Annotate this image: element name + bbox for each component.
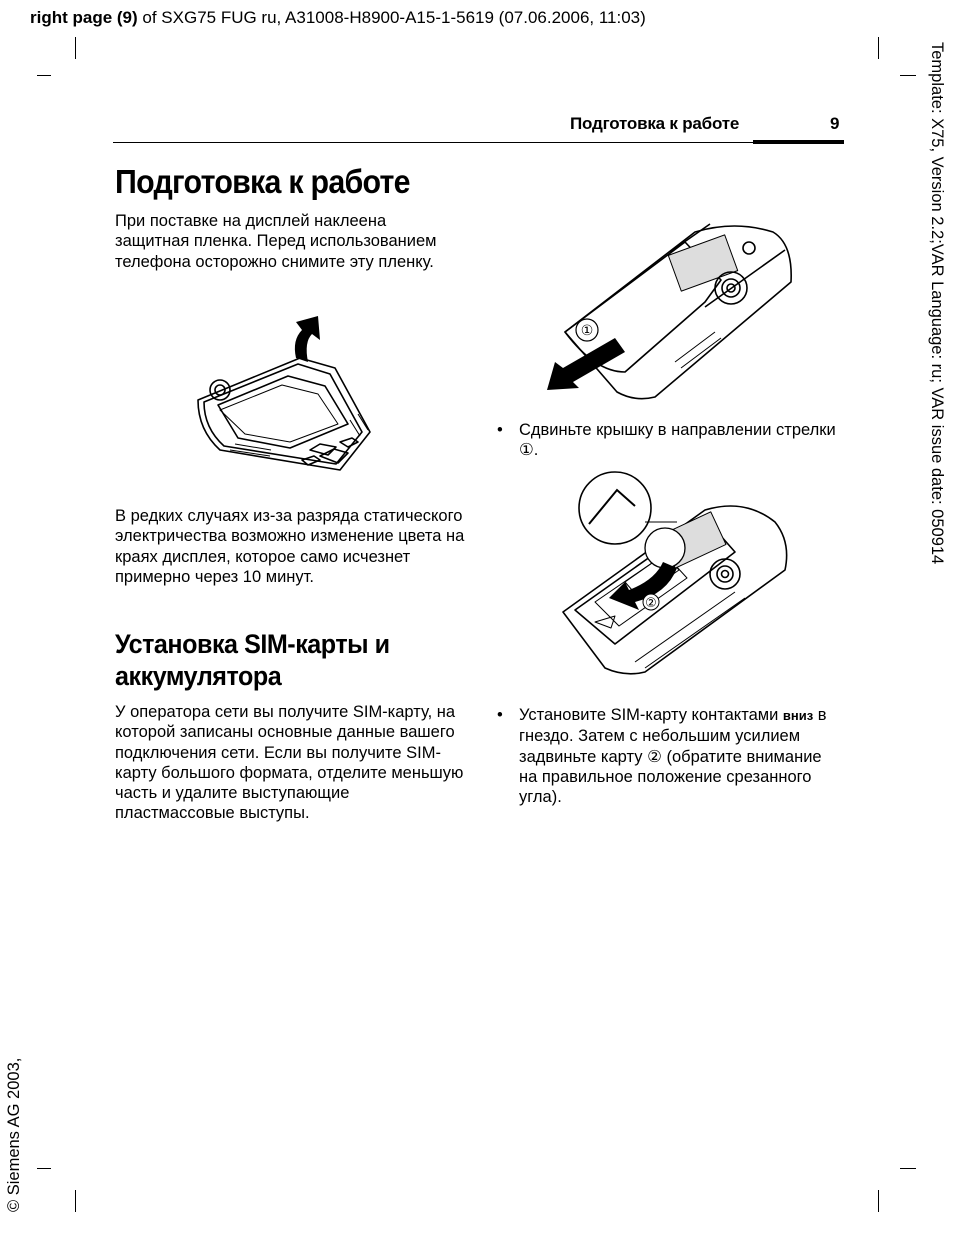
header-rule-thick (753, 140, 844, 144)
print-info-rest: of SXG75 FUG ru, A31008-H8900-A15-1-5619 (07.06.2006, 11:03) (137, 8, 646, 27)
static-note-paragraph: В редких случаях из-за разряда статического электричества возможно изменение цвета на краях дисплея, которое само исчезнет примерно через 10 минут. (115, 507, 465, 586)
crop-mark (900, 1168, 916, 1169)
crop-mark (75, 1190, 76, 1212)
bullet-text-end: . (533, 441, 539, 460)
bullet-text (519, 705, 839, 807)
cover-slide-illustration (545, 222, 800, 402)
copyright: © Siemens AG 2003, (5, 1057, 23, 1212)
crop-mark (878, 1190, 879, 1212)
header-rule (113, 142, 753, 143)
bullet-text (519, 420, 839, 461)
page-number: 9 (830, 114, 840, 133)
section-heading-sim: Установка SIM-карты и аккумулятора (115, 629, 390, 691)
running-header-title: Подготовка к работе (570, 114, 740, 133)
crop-mark (878, 37, 879, 59)
page-title: Подготовка к работе (115, 163, 410, 200)
figure-step1-label: ① (580, 323, 594, 339)
intro-paragraph: При поставке на дисплей наклеена защитная пленка. Перед использованием телефона осторожно снимите эту пленку. (115, 212, 437, 271)
print-info-line (30, 8, 646, 28)
figure-step2-label: ② (645, 596, 657, 611)
crop-mark (37, 75, 51, 76)
step-ref-2: ② (647, 747, 662, 766)
crop-mark (75, 37, 76, 59)
bullet-text-end: (обратите внимание на правильное положение срезанного угла). (519, 747, 822, 807)
bullet-text-post: в гнездо. Затем с небольшим усилием задвиньте карту (519, 706, 827, 766)
bullet-text-emphasis: вниз (782, 708, 814, 723)
bullet-text-pre: Установите SIM-карту контактами (519, 706, 783, 724)
sim-insert-illustration (555, 482, 800, 677)
bullet-text-main: Сдвиньте крышку в направлении стрелки (519, 421, 836, 439)
bullet-marker: • (497, 706, 503, 724)
template-info: Template: X75, Version 2.2;VAR Language: ru; VAR issue date: 050914 (928, 42, 946, 565)
print-info-bold: right page (9) (30, 8, 138, 27)
crop-mark (37, 1168, 51, 1169)
step-ref-1: ① (519, 441, 534, 460)
crop-mark (900, 75, 916, 76)
bullet-marker: • (497, 421, 503, 439)
phone-film-illustration (190, 310, 380, 480)
sim-paragraph: У оператора сети вы получите SIM-карту, на которой записаны основные данные вашего подключения сети. Если вы получите SIM-карту большого формата, отделите меньшую часть и удалите выступающие пластмассовые выступы. (115, 703, 464, 823)
